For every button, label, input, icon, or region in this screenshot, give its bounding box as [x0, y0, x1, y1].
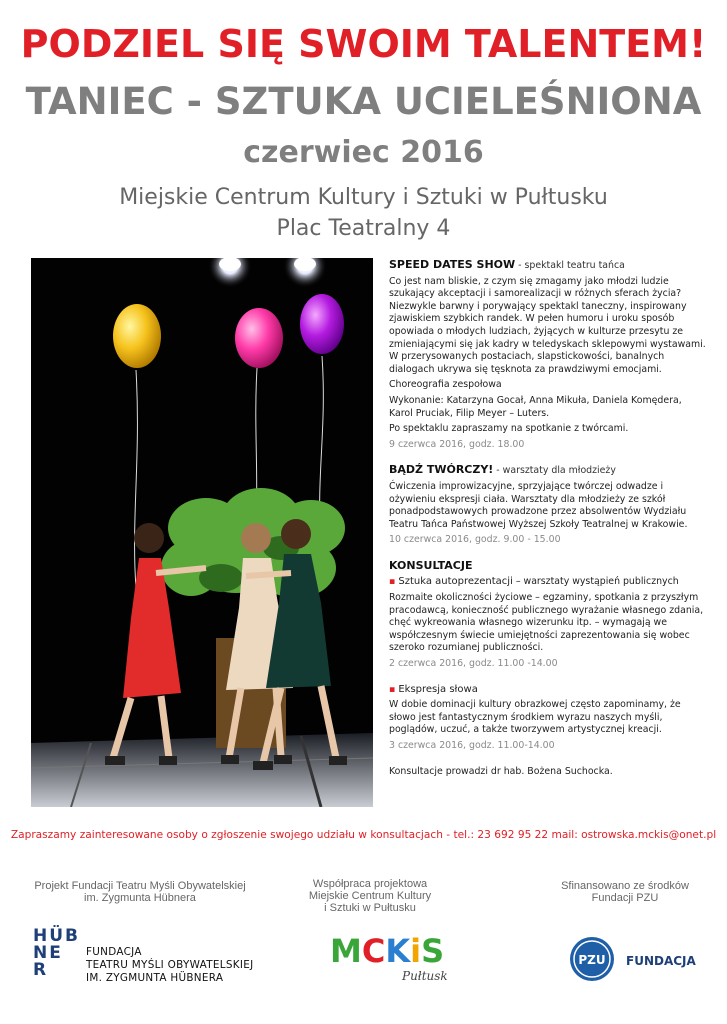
consult2-date: 3 czerwca 2016, godz. 11.00-14.00 [389, 740, 555, 751]
section2-body: Ćwiczenia improwizacyjne, sprzyjające twórczej odwadze i ożywieniu ekspresji ciała. Warsztaty dla młodzieży ze szkół ponadpodstawowych prowadzone przez absolwentów Wydziału Teatru Tańca Państwowej Wyższej Szkoły Teatralnej w Krakowie. [389, 480, 688, 530]
subheadline: TANIEC - SZTUKA UCIELEŚNIONA [25, 80, 702, 123]
bullet-icon: ▪ [389, 576, 396, 588]
hubner-text-line3: IM. ZYGMUNTA HÜBNERA [86, 972, 224, 984]
pzu-fundacja-text: FUNDACJA [626, 954, 696, 968]
hubner-foundation-name [86, 946, 253, 985]
section1-body: Co jest nam bliskie, z czym się zmagamy jako młodzi ludzie szukający akceptacji i samorealizacji w różnych sferach życia? Niezwykle barwny i porywający spektakl taneczny, inspirowany zjawiskiem szybkich randek. W pełen humoru i uroku sposób opowiada o młodych ludziach, żyjących w kulturze przesytu ze zmieniającymi się jak kadry w teledyskach sklepowymi wystawami. W przerysowanych postaciach, slapstickowości, banalnych dialogach ukrywa się tęsknota za prawdziwymi emocjami. [389, 275, 706, 375]
venue-name: Miejskie Centrum Kultury i Sztuki w Pułtusku [119, 185, 608, 210]
footer-funding-line2: Fundacji PZU [591, 892, 659, 904]
consult1-subtitle: – warsztaty wystąpień publicznych [512, 576, 679, 588]
invite-contact: Zapraszamy zainteresowane osoby o zgłoszenie swojego udziału w konsultacjach - tel.: 23 692 95 22 mail: ostrowska.mckis@onet.pl [10, 829, 717, 841]
consult1-date: 2 czerwca 2016, godz. 11.00 -14.00 [389, 658, 558, 670]
footer-project-line1: Projekt Fundacji Teatru Myśli Obywatelskiej [34, 880, 246, 892]
hubner-logo-row3: R [33, 960, 49, 980]
footer-funding [545, 880, 705, 904]
section1-title: SPEED DATES SHOW [389, 258, 516, 271]
bullet-icon: ▪ [389, 683, 396, 695]
consult1-body: Rozmaite okoliczności życiowe – egzaminy, spotkania z przyszłym pracodawcą, konieczność publicznego wyrażanie własnego zdania, chęć wykreowania własnego wizerunku itp. – wymagają we współczesnym świecie umiejętności zaprezentowania się wobec szeroko rozumianej publiczności. [389, 592, 704, 654]
consult1-title: Sztuka autoprezentacji [398, 576, 513, 588]
section2-subtitle: - warsztaty dla młodzieży [493, 465, 616, 477]
hubner-logo [33, 928, 80, 979]
pzu-logo [569, 935, 709, 991]
hubner-text-line2: TEATRU MYŚLI OBYWATELSKIEJ [86, 959, 254, 971]
hubner-text-line1: FUNDACJA [86, 946, 142, 958]
consult2-body: W dobie dominacji kultury obrazkowej często zapominamy, że słowo jest fantastycznym środkiem wyrazu naszych myśli, poglądów, uczuć, a także tworzywem artystycznej kreacji. [389, 699, 681, 736]
section1-choreo: Choreografia zespołowa [389, 379, 502, 391]
consult-lead: Konsultacje prowadzi dr hab. Bożena Suchocka. [389, 765, 613, 777]
footer-project [20, 880, 260, 904]
section1-cast: Wykonanie: Katarzyna Gocał, Anna Mikuła, Daniela Komędera, Karol Pruciak, Filip Meyer – Luters. [389, 394, 682, 419]
footer-partner-line3: i Sztuki w Pułtusku [324, 902, 416, 914]
mckis-sub: Pułtusk [402, 969, 448, 983]
headline: PODZIEL SIĘ SWOIM TALENTEM! [20, 22, 707, 66]
event-month: czerwiec 2016 [243, 135, 484, 170]
footer-project-line2: im. Zygmunta Hübnera [84, 892, 196, 904]
footer-partner-line1: Współpraca projektowa [312, 878, 428, 890]
hubner-logo-row2: NE [33, 943, 63, 963]
venue-address: Plac Teatralny 4 [276, 216, 451, 241]
section3-title: KONSULTACJE [389, 558, 473, 572]
footer-funding-line1: Sfinansowano ze środków [561, 880, 689, 892]
section1-date: 9 czerwca 2016, godz. 18.00 [389, 438, 525, 450]
section1-after: Po spektaklu zapraszamy na spotkanie z twórcami. [389, 423, 629, 435]
consult2-title: Ekspresja słowa [398, 683, 478, 695]
section2-title: BĄDŹ TWÓRCZY! [389, 463, 494, 477]
dancers-photo [31, 258, 373, 807]
footer-partner-line2: Miejskie Centrum Kultury [308, 890, 432, 902]
footer-partner [290, 878, 450, 914]
program-column [389, 259, 707, 781]
section2-date: 10 czerwca 2016, godz. 9.00 - 15.00 [389, 534, 561, 546]
pzu-logo-text: PZU [578, 953, 606, 967]
section1-subtitle: - spektakl teatru tańca [515, 260, 625, 271]
mckis-logo-text: MCKiS [330, 932, 445, 970]
mckis-logo [330, 930, 470, 989]
hubner-logo-row1: HÜB [33, 926, 80, 946]
